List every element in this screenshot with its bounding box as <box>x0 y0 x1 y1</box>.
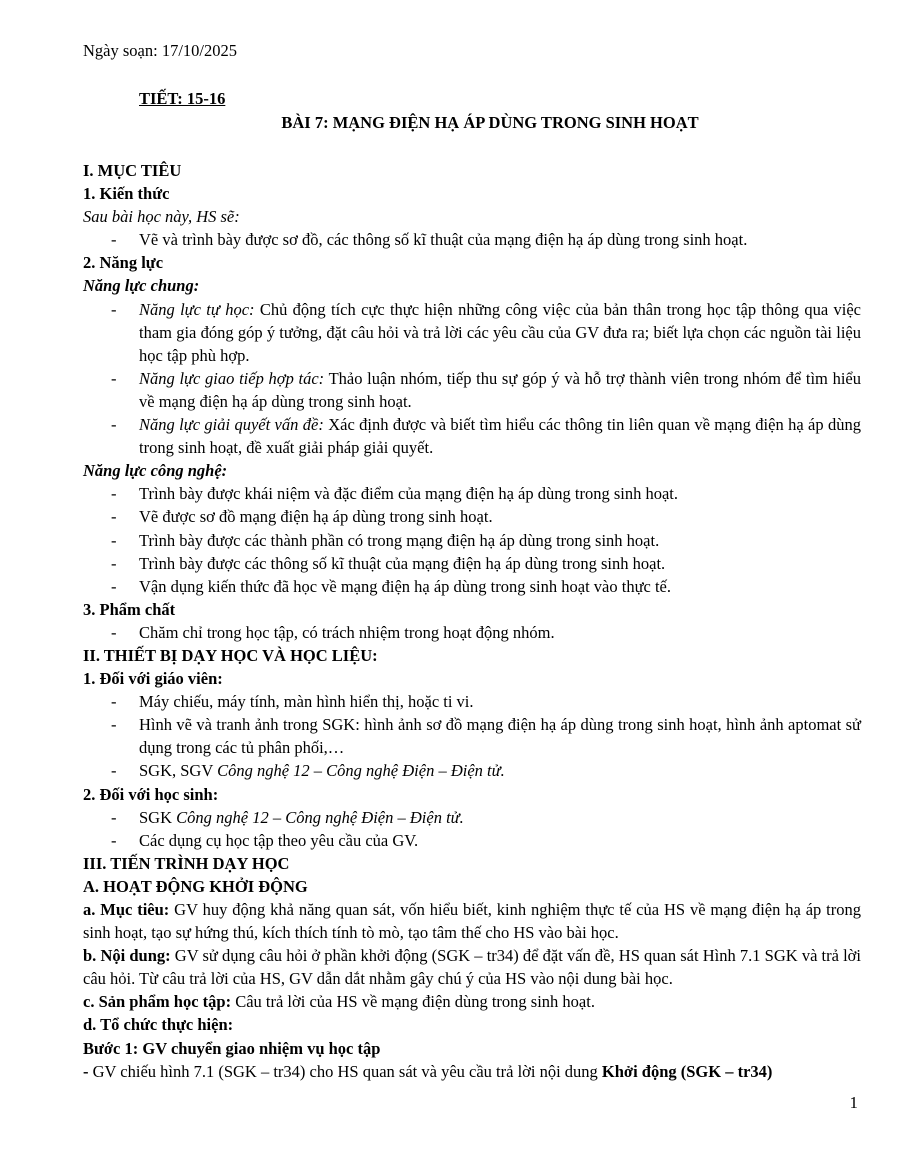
section-1-heading: I. MỤC TIÊU <box>83 161 182 180</box>
item-label: Năng lực giải quyết vấn đề: <box>139 415 324 435</box>
organization-heading: d. Tổ chức thực hiện: <box>83 1015 234 1035</box>
list-item <box>83 829 861 852</box>
item-text: Xác định được và biết tìm hiểu các thông tin liên quan về mạng điện hạ áp dùng trong sinh hoạt, đề xuất giải pháp giải quyết. <box>139 415 861 458</box>
list-item <box>83 552 861 575</box>
page-number: 1 <box>849 1093 858 1112</box>
list-item-text: SGK, SGV <box>139 761 218 781</box>
list-item-text: Vận dụng kiến thức đã học về mạng điện hạ áp dùng trong sinh hoạt vào thực tế. <box>139 576 672 596</box>
content-text: GV sử dụng câu hỏi ở phần khởi động (SGK – tr34) để đặt vấn đề, HS quan sát Hình 7.1 SGK và trả lời câu hỏi. Từ câu trả lời của HS, GV dẫn dắt nhằm gây chú ý của HS vào nội dung bài học. <box>83 946 861 989</box>
item-text: Thảo luận nhóm, tiếp thu sự góp ý và hỗ trợ thành viên trong nhóm để tìm hiểu về mạng điện hạ áp dùng trong sinh hoạt. <box>139 368 861 411</box>
section-3-heading: III. TIẾN TRÌNH DẠY HỌC <box>83 853 290 873</box>
knowledge-heading: 1. Kiến thức <box>83 184 170 204</box>
student-heading: 2. Đối với học sinh: <box>83 784 219 804</box>
objective-text: GV huy động khả năng quan sát, vốn hiểu biết, kinh nghiệm thực tế của HS về mạng điện hạ áp trong sinh hoạt, tạo sự hứng thú, kích thích tính tò mò, tạo tâm thế cho HS vào bài học. <box>83 900 861 943</box>
dash-marker: - <box>111 576 117 596</box>
quality-list <box>83 621 861 644</box>
document-body <box>83 159 861 1083</box>
dash-marker: - <box>111 368 117 388</box>
list-item <box>83 713 861 759</box>
dash-marker: - <box>111 715 117 735</box>
list-item <box>83 298 861 367</box>
teacher-heading: 1. Đối với giáo viên: <box>83 669 223 689</box>
list-item-text: Hình vẽ và tranh ảnh trong SGK: hình ảnh sơ đồ mạng điện hạ áp dùng trong sinh hoạt, hình ảnh aptomat sử dụng trong các tủ phân phối,… <box>139 715 861 758</box>
list-item-text: Chăm chỉ trong học tập, có trách nhiệm trong hoạt động nhóm. <box>139 622 555 642</box>
dash-marker: - <box>111 230 117 250</box>
list-item-text: Trình bày được các thành phần có trong mạng điện hạ áp dùng trong sinh hoạt. <box>139 530 660 550</box>
list-item <box>83 529 861 552</box>
content-label: b. Nội dung: <box>83 946 171 966</box>
step-dash: - <box>83 1061 93 1081</box>
dash-marker: - <box>111 830 117 850</box>
dash-marker: - <box>111 622 117 642</box>
general-competence-heading: Năng lực chung: <box>83 276 200 296</box>
dash-marker: - <box>111 299 117 319</box>
list-item-text: SGK <box>139 807 177 827</box>
dash-marker: - <box>111 415 117 435</box>
list-item-text: Trình bày được các thông số kĩ thuật của mạng điện hạ áp dùng trong sinh hoạt. <box>139 553 666 573</box>
list-item <box>83 690 861 713</box>
dash-marker: - <box>111 807 117 827</box>
item-label: Năng lực giao tiếp hợp tác: <box>139 368 325 388</box>
prep-date: Ngày soạn: 17/10/2025 <box>83 41 237 60</box>
list-item <box>83 759 861 782</box>
step-1-emphasis: Khởi động (SGK – tr34) <box>601 1061 773 1081</box>
list-item-text: Trình bày được khái niệm và đặc điểm của mạng điện hạ áp dùng trong sinh hoạt. <box>139 484 678 504</box>
student-list <box>83 806 861 852</box>
list-item <box>83 505 861 528</box>
list-item-text: Vẽ và trình bày được sơ đồ, các thông số kĩ thuật của mạng điện hạ áp dùng trong sinh hoạt. <box>139 230 748 250</box>
list-item <box>83 367 861 413</box>
list-item <box>83 413 861 459</box>
book-title: Công nghệ 12 – Công nghệ Điện – Điện tử. <box>217 761 505 781</box>
list-item <box>83 575 861 598</box>
list-item-text: Vẽ được sơ đồ mạng điện hạ áp dùng trong sinh hoạt. <box>139 507 493 527</box>
product-text: Câu trả lời của HS về mạng điện dùng trong sinh hoạt. <box>231 992 595 1012</box>
objective-paragraph <box>83 898 861 944</box>
dash-marker: - <box>111 484 117 504</box>
quality-heading: 3. Phẩm chất <box>83 599 176 619</box>
item-label: Năng lực tự học: <box>139 299 255 319</box>
objective-label: a. Mục tiêu: <box>83 900 170 919</box>
tech-competence-heading: Năng lực công nghệ: <box>83 461 228 481</box>
list-item <box>83 228 861 251</box>
competence-heading: 2. Năng lực <box>83 253 164 273</box>
dash-marker: - <box>111 530 117 550</box>
step-1-heading: Bước 1: GV chuyển giao nhiệm vụ học tập <box>83 1038 381 1058</box>
step-1-paragraph <box>83 1060 861 1083</box>
dash-marker: - <box>111 507 117 527</box>
content-paragraph <box>83 944 861 990</box>
teacher-list <box>83 690 861 782</box>
tech-competence-list <box>83 482 861 597</box>
product-label: c. Sản phẩm học tập: <box>83 992 232 1012</box>
book-title: Công nghệ 12 – Công nghệ Điện – Điện tử. <box>176 807 464 827</box>
list-item <box>83 621 861 644</box>
lesson-title: BÀI 7: MẠNG ĐIỆN HẠ ÁP DÙNG TRONG SINH HOẠT <box>281 113 699 132</box>
section-2-heading: II. THIẾT BỊ DẠY HỌC VÀ HỌC LIỆU: <box>83 645 378 665</box>
list-item-text: Máy chiếu, máy tính, màn hình hiển thị, hoặc ti vi. <box>139 692 474 712</box>
step-1-text: GV chiếu hình 7.1 (SGK – tr34) cho HS quan sát và yêu cầu trả lời nội dung <box>92 1061 602 1081</box>
knowledge-intro: Sau bài học này, HS sẽ: <box>83 207 240 227</box>
product-paragraph <box>83 990 861 1013</box>
general-competence-list <box>83 298 861 460</box>
item-text: Chủ động tích cực thực hiện những công việc của bản thân trong học tập thông qua việc tham gia đóng góp ý tưởng, đặt câu hỏi và trả lời các yêu cầu của GV đưa ra; biết lựa chọn các nguồn tài liệu học tập phù hợp. <box>139 299 861 365</box>
activity-a-heading: A. HOẠT ĐỘNG KHỞI ĐỘNG <box>83 876 308 896</box>
dash-marker: - <box>111 761 117 781</box>
list-item <box>83 482 861 505</box>
lesson-period: TIẾT: 15-16 <box>139 89 226 108</box>
dash-marker: - <box>111 553 117 573</box>
list-item <box>83 806 861 829</box>
knowledge-list <box>83 228 861 251</box>
list-item-text: Các dụng cụ học tập theo yêu cầu của GV. <box>139 830 419 850</box>
dash-marker: - <box>111 692 117 712</box>
